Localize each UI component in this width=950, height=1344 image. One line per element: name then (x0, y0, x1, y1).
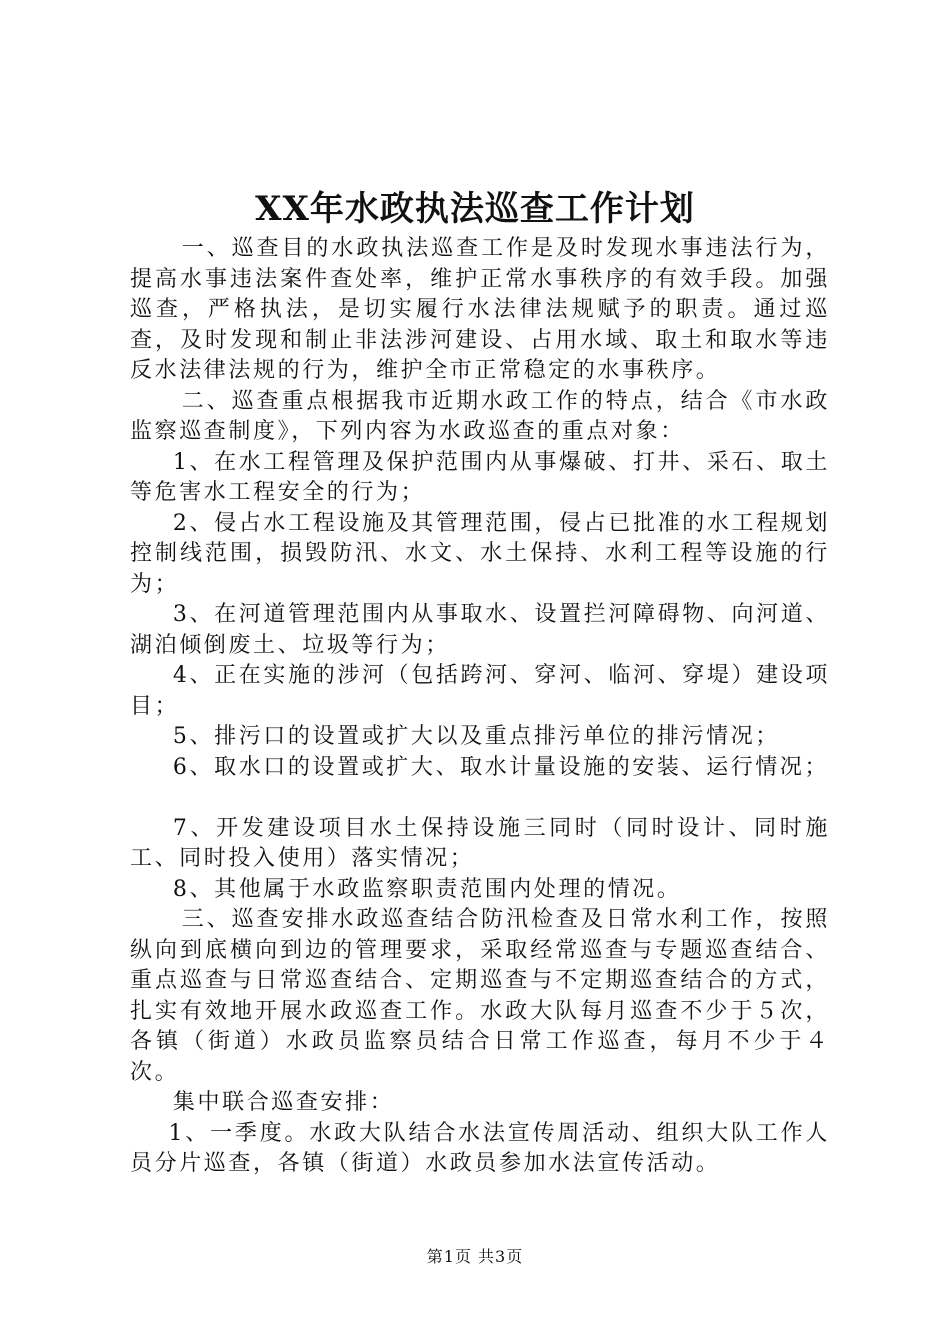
list-item-quarter-1: 1、一季度。水政大队结合水法宣传周活动、组织大队工作人员分片巡查，各镇（街道）水政员参加水法宣传活动。 (130, 1120, 830, 1176)
list-item-4: 4、正在实施的涉河（包括跨河、穿河、临河、穿堤）建设项目； (130, 663, 830, 719)
paragraph-purpose: 一、巡查目的水政执法巡查工作是及时发现水事违法行为，提高水事违法案件查处率，维护正常水事秩序的有效手段。加强巡查，严格执法，是切实履行水法律法规赋予的职责。通过巡查，及时发现和制止非法涉河建设、占用水域、取土和取水等违反水法律法规的行为，维护全市正常稳定的水事秩序。 (130, 236, 830, 383)
blank-line (130, 783, 830, 814)
list-item-6: 6、取水口的设置或扩大、取水计量设施的安装、运行情况； (172, 754, 830, 780)
document-body (130, 234, 830, 1180)
list-item-5: 5、排污口的设置或扩大以及重点排污单位的排污情况； (172, 724, 780, 749)
list-item-7: 7、开发建设项目水土保持设施三同时（同时设计、同时施工、同时投入使用）落实情况； (130, 815, 830, 871)
list-item-1: 1、在水工程管理及保护范围内从事爆破、打井、采石、取土等危害水工程安全的行为； (130, 449, 830, 505)
list-item-2: 2、侵占水工程设施及其管理范围，侵占已批准的水工程规划控制线范围，损毁防汛、水文、水土保持、水利工程等设施的行为； (130, 510, 830, 597)
document-title: XX年水政执法巡查工作计划 (255, 189, 695, 229)
page-number-footer: 第1页 共3页 (426, 1247, 524, 1266)
list-item-8: 8、其他属于水政监察职责范围内处理的情况。 (172, 876, 682, 902)
list-item-3: 3、在河道管理范围内从事取水、设置拦河障碍物、向河道、湖泊倾倒废土、垃圾等行为； (130, 602, 830, 658)
paragraph-focus: 二、巡查重点根据我市近期水政工作的特点，结合《市水政监察巡查制度》，下列内容为水政巡查的重点对象： (130, 388, 830, 444)
paragraph-arrangement: 三、巡查安排水政巡查结合防汛检查及日常水利工作，按照纵向到底横向到边的管理要求，采取经常巡查与专题巡查结合、重点巡查与日常巡查结合、定期巡查与不定期巡查结合的方式，扎实有效地开展水政巡查工作。水政大队每月巡查不少于５次，各镇（街道）水政员监察员结合日常工作巡查，每月不少于４次。 (130, 907, 830, 1085)
paragraph-joint-patrol-heading: 集中联合巡查安排： (172, 1090, 395, 1115)
